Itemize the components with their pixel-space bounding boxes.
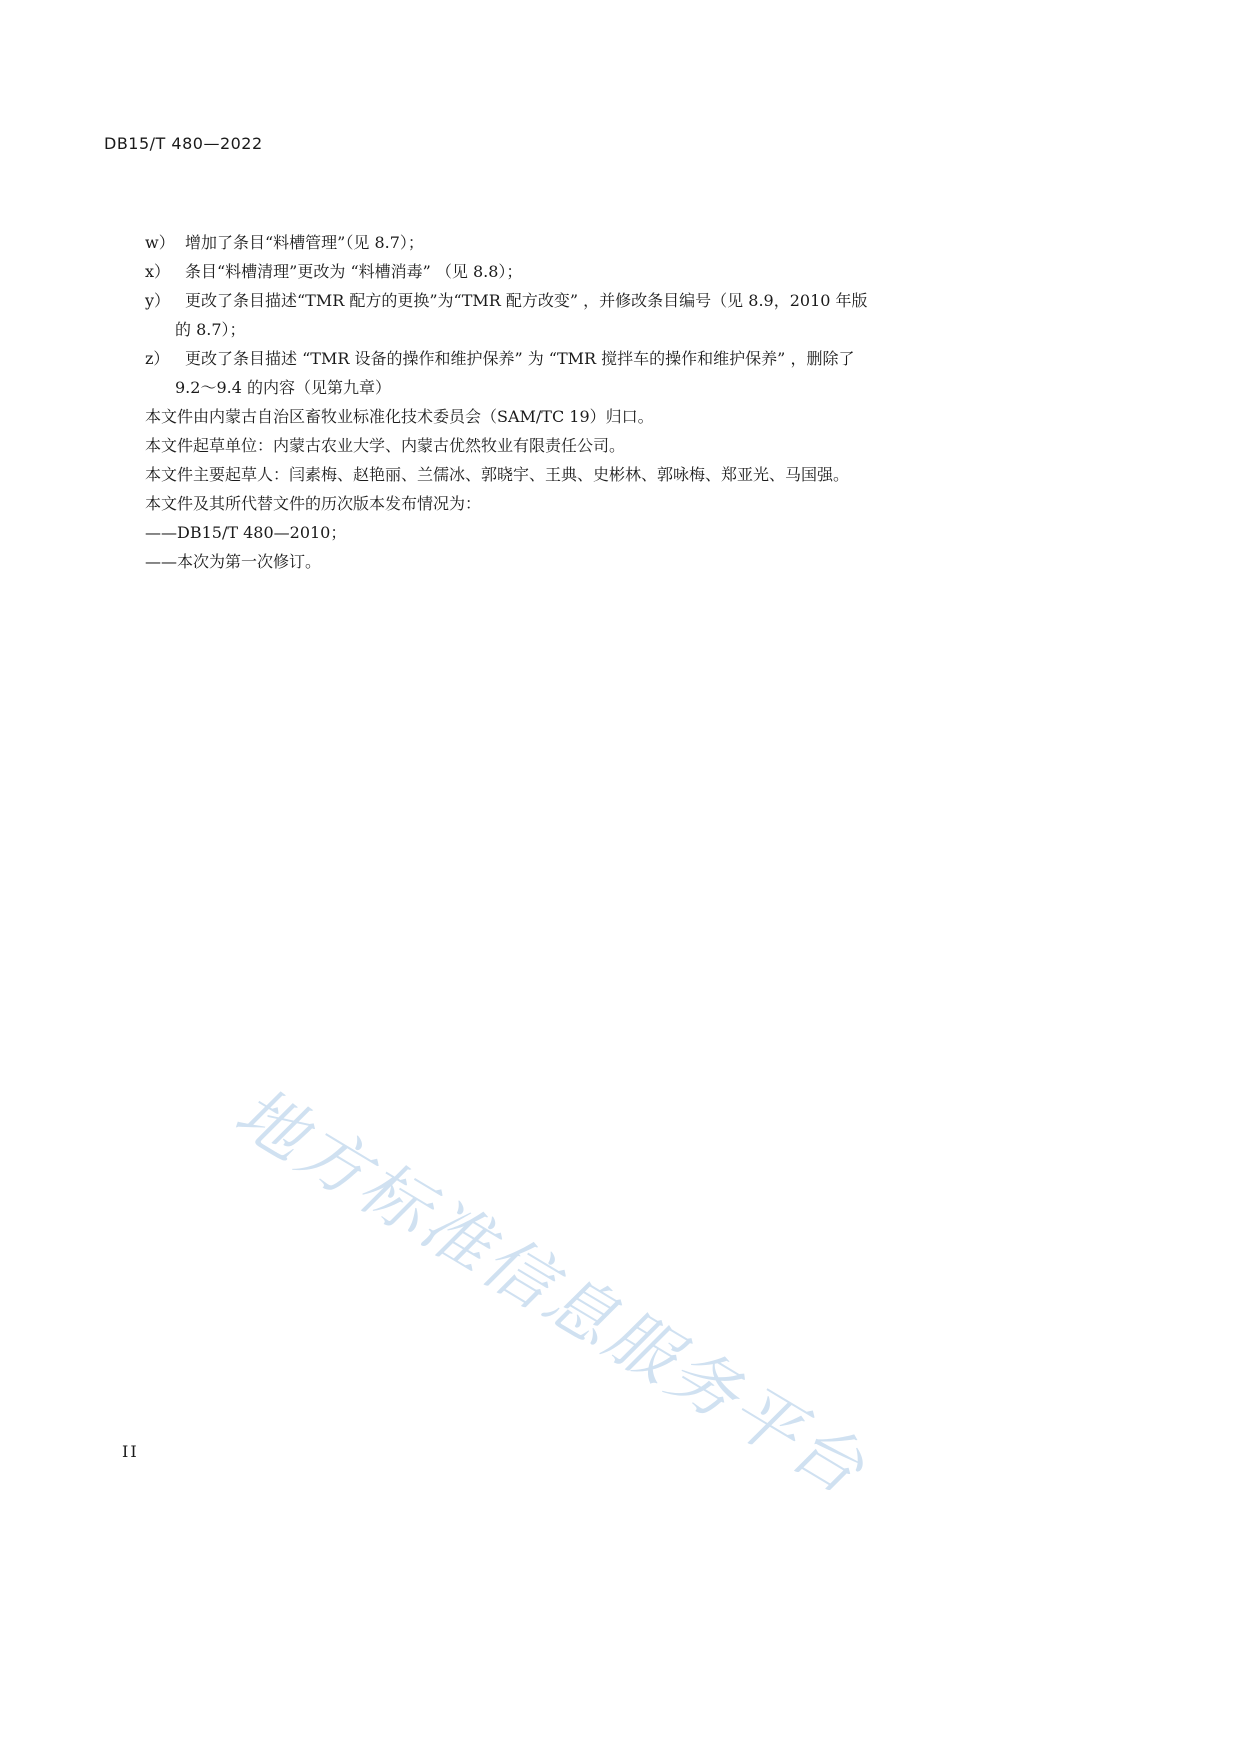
list-text: 增加了条目“料槽管理”（见 8.7）；	[185, 233, 424, 252]
document-code: DB15/T 480—2022	[104, 134, 263, 153]
foreword-content	[145, 228, 980, 576]
list-item-w	[145, 228, 980, 257]
list-text: 更改了条目描述 “TMR 设备的操作和维护保养” 为 “TMR 搅拌车的操作和维护保养” ，删除了	[185, 349, 855, 368]
list-item-y	[145, 286, 980, 344]
list-item-x	[145, 257, 980, 286]
paragraph-history-intro: 本文件及其所代替文件的历次版本发布情况为：	[145, 494, 482, 513]
list-marker: x）	[145, 262, 171, 281]
list-text: 条目“料槽清理”更改为 “料槽消毒” （见 8.8）；	[185, 262, 523, 281]
paragraph-history-version: ——DB15/T 480—2010；	[145, 523, 347, 542]
paragraph-revision-note: ——本次为第一次修订。	[145, 552, 322, 571]
list-marker: y）	[145, 291, 171, 310]
paragraph-drafters: 本文件主要起草人：闫素梅、赵艳丽、兰儒冰、郭晓宇、王典、史彬林、郭咏梅、郑亚光、马国强。	[145, 465, 850, 484]
page-number: II	[122, 1442, 139, 1461]
paragraph-drafting-units: 本文件起草单位：内蒙古农业大学、内蒙古优然牧业有限责任公司。	[145, 436, 626, 455]
watermark-text: 地方标准信息服务平台	[221, 1072, 880, 1512]
list-item-z	[145, 344, 980, 402]
paragraph-committee: 本文件由内蒙古自治区畜牧业标准化技术委员会（SAM/TC 19）归口。	[145, 407, 654, 426]
list-marker: w）	[145, 233, 175, 252]
list-text-continuation: 的 8.7）；	[175, 320, 246, 339]
list-text-continuation: 9.2～9.4 的内容（见第九章）	[175, 378, 391, 397]
list-text: 更改了条目描述“TMR 配方的更换”为“TMR 配方改变” ，并修改条目编号（见 8.9，2010 年版	[185, 291, 868, 310]
list-marker: z）	[145, 349, 170, 368]
